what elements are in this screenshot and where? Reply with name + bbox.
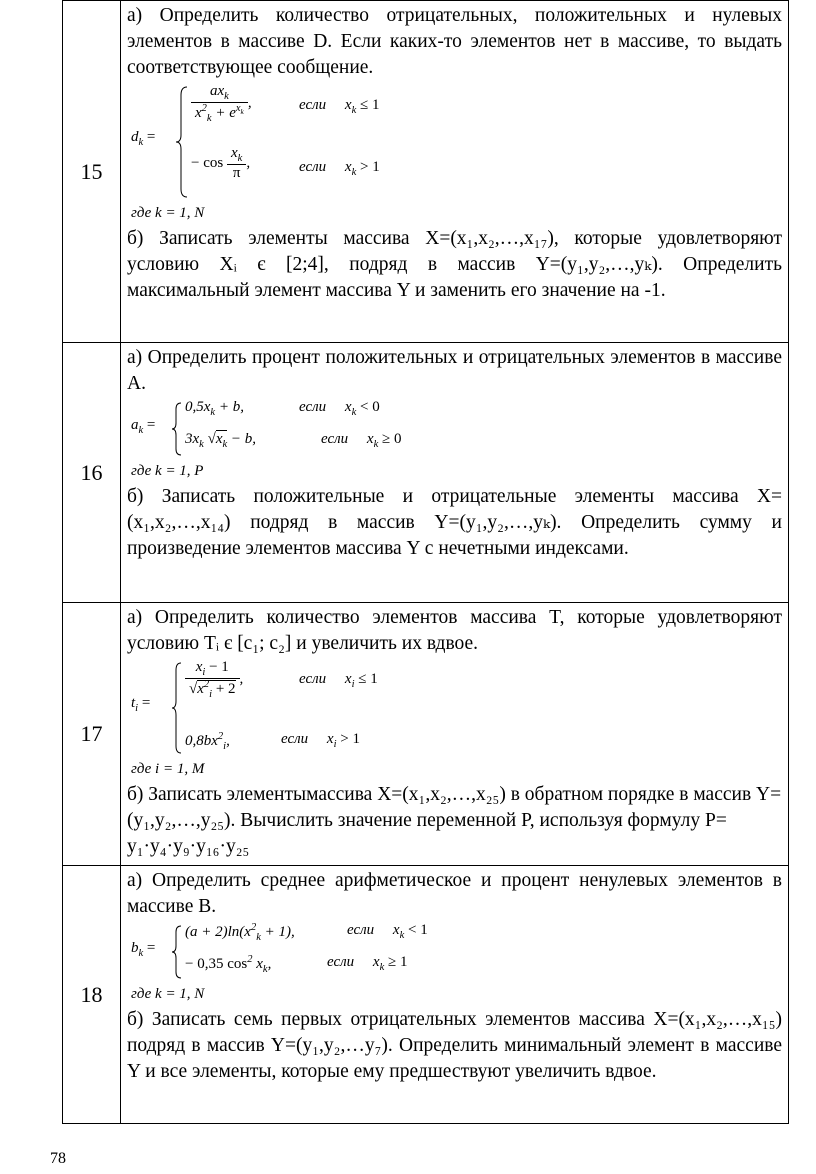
task-row-15	[63, 1, 789, 343]
formula-lhs: $a_k$ =	[131, 417, 156, 436]
case-1-condition: если $x_k < 1$	[347, 922, 428, 941]
index-range: где k = 1, N	[131, 986, 205, 1002]
case-1-condition: если $x_i \le 1$	[299, 671, 378, 690]
formula-lhs: $t_i$ =	[131, 695, 151, 714]
task-number: 15	[63, 1, 121, 343]
task-row-18	[63, 866, 789, 1124]
left-brace	[171, 924, 183, 980]
task-body	[121, 603, 789, 866]
case-2: $3x_k$ $√x_k - b$,	[185, 431, 257, 450]
case-1-condition: если $x_k < 0$	[299, 399, 380, 418]
case-2-condition: если $x_k > 1$	[299, 159, 380, 178]
case-2: $0,8bx^2_i$,	[185, 731, 230, 752]
formula	[131, 922, 782, 982]
formula-lhs: $b_k$ =	[131, 940, 156, 959]
task-number: 17	[63, 603, 121, 866]
task-number: 18	[63, 866, 121, 1124]
task-part-a: а) Определить процент положительных и отрицательных элементов в массиве A.	[127, 347, 782, 394]
case-2-condition: если $x_k \ge 1$	[327, 954, 408, 973]
task-row-17	[63, 603, 789, 866]
case-2-condition: если $x_i > 1$	[281, 731, 360, 750]
task-part-b: б) Записать элементымассива X=(x₁,x₂,…,x₂₅) в обратном порядке в массив Y=(y₁,y₂,…,y₂₅). Вычислить значение переменной P, используя формулу P= y₁·y₄·y₉·y₁₆·y₂₅	[127, 784, 782, 857]
index-range: где k = 1, N	[131, 205, 205, 221]
case-2-condition: если $x_k \ge 0$	[321, 431, 402, 450]
task-body	[121, 1, 789, 343]
task-part-b: б) Записать элементы массива X=(x₁,x₂,…,x₁₇), которые удовлетворяют условию Xᵢ є [2;4], подряд в массив Y=(y₁,y₂,…,yₖ). Определить максимальный элемент массива Y и заменить его значение на -1.	[127, 228, 782, 301]
task-part-b: б) Записать положительные и отрицательные элементы массива X=(x₁,x₂,…,x₁₄) подряд в массив Y=(y₁,y₂,…,yₖ). Определить сумму и произведение элементов массива Y с нечетными индексами.	[127, 486, 782, 559]
left-brace	[171, 661, 183, 755]
tasks-table	[62, 0, 789, 1124]
case-1: $ax_k$ $x^2_k + e^{x_k}$ ,	[191, 83, 252, 124]
task-body	[121, 343, 789, 603]
case-2: − 0,35 $\cos^2 x_k$,	[185, 954, 272, 975]
task-part-a: а) Определить количество отрицательных, положительных и нулевых элементов в массиве D. Если каких-то элементов нет в массиве, то выдать соответствующее сообщение.	[127, 5, 782, 78]
left-brace	[171, 401, 183, 457]
formula	[131, 399, 782, 459]
case-1-condition: если $x_k \le 1$	[299, 97, 380, 116]
case-1: $\frac{x_i - 1}{√x^2_i + 2}$ ,	[185, 659, 243, 700]
case-1: $(a + 2)\ln(x^2_k + 1)$,	[185, 922, 295, 943]
case-2: − cos $\frac{x_k}{\pi}$ ,	[191, 145, 251, 181]
task-part-a: а) Определить среднее арифметическое и процент ненулевых элементов в массиве B.	[127, 870, 782, 917]
index-range: где k = 1, P	[131, 463, 204, 479]
formula	[131, 659, 782, 757]
task-body	[121, 866, 789, 1124]
index-range: где i = 1, M	[131, 761, 205, 777]
task-row-16	[63, 343, 789, 603]
page-number: 78	[50, 1150, 66, 1167]
task-number: 16	[63, 343, 121, 603]
task-part-b: б) Записать семь первых отрицательных элементов массива X=(x₁,x₂,…,x₁₅) подряд в массив Y=(y₁,y₂,…y₇). Определить минимальный элемент в массиве Y и все элементы, которые ему предшествуют увеличить вдвое.	[127, 1009, 782, 1082]
task-part-a: а) Определить количество элементов массива T, которые удовлетворяют условию Tᵢ є [c₁; c₂] и увеличить их вдвое.	[127, 607, 782, 654]
left-brace	[175, 85, 189, 199]
formula	[131, 83, 782, 201]
case-1: $0,5x_k + b$,	[185, 399, 244, 418]
formula-lhs: $d_k$ =	[131, 129, 156, 148]
